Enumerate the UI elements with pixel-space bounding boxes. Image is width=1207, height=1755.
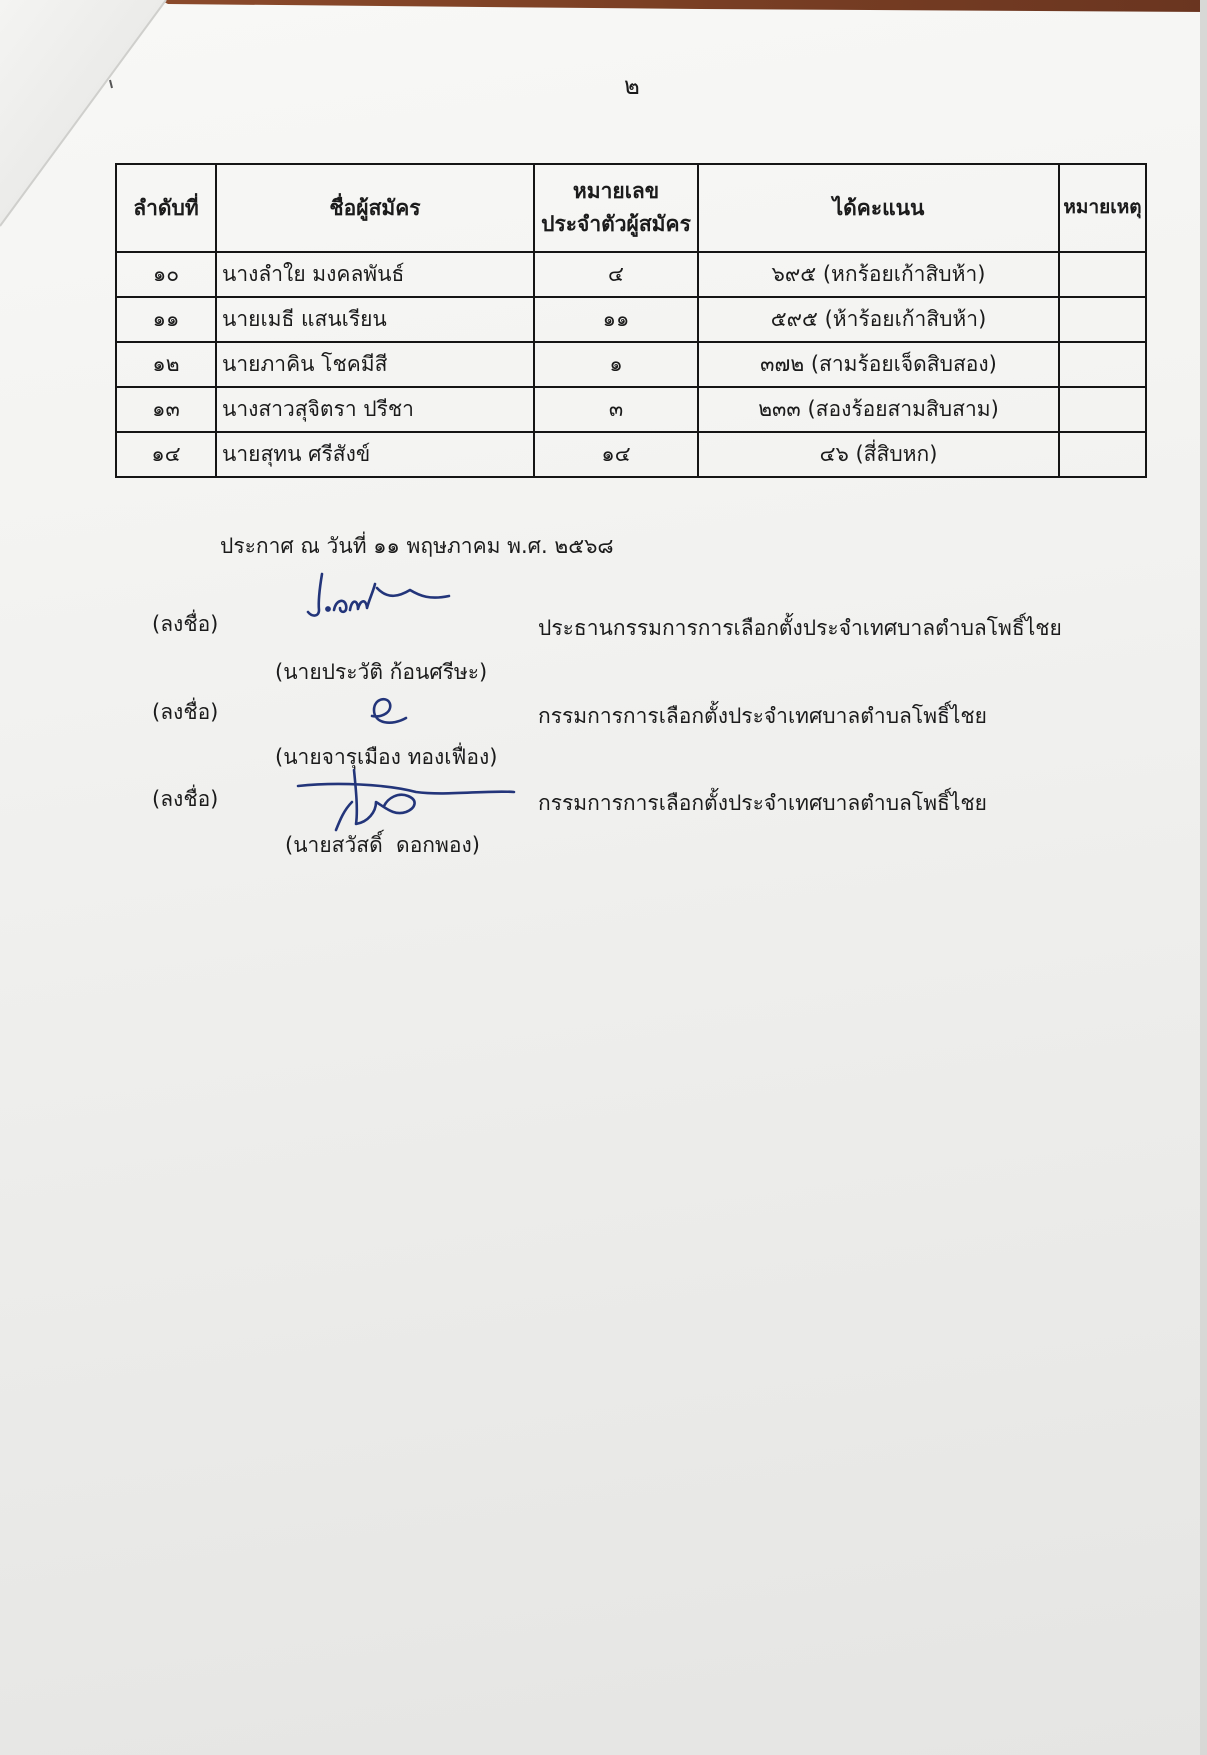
- signatory-name: (นายสวัสดิ์ ดอกพอง): [285, 833, 480, 857]
- cell-order: ๑๑: [116, 297, 216, 342]
- results-table: [115, 163, 1147, 478]
- cell-name: นายสุทน ศรีสังข์: [216, 432, 534, 477]
- sign-label: (ลงชื่อ): [152, 700, 219, 724]
- header-number-line1: หมายเลข: [572, 179, 660, 204]
- cell-name: นางลำใย มงคลพันธ์: [216, 252, 534, 297]
- signature-image: [300, 570, 452, 630]
- right-paper-edge: [1200, 0, 1207, 1755]
- cell-score: ๒๓๓ (สองร้อยสามสิบสาม): [698, 387, 1059, 432]
- page-number: ๒: [624, 72, 640, 100]
- cell-remark: [1059, 297, 1146, 342]
- header-score: ได้คะแนน: [698, 164, 1059, 252]
- cell-name: นางสาวสุจิตรา ปรีชา: [216, 387, 534, 432]
- cell-number: ๔: [534, 252, 698, 297]
- signature-image: [362, 694, 412, 732]
- desk-edge: [160, 0, 1207, 12]
- cell-order: ๑๔: [116, 432, 216, 477]
- cell-order: ๑๐: [116, 252, 216, 297]
- header-order: ลำดับที่: [116, 164, 216, 252]
- signatory-name: (นายประวัติ ก้อนศรีษะ): [275, 660, 488, 684]
- sign-label: (ลงชื่อ): [152, 612, 219, 636]
- header-remark: หมายเหตุ: [1059, 164, 1146, 252]
- table-row: [116, 297, 1146, 342]
- cell-name: นายเมธี แสนเรียน: [216, 297, 534, 342]
- signatory-position: กรรมการการเลือกตั้งประจำเทศบาลตำบลโพธิ์ไชย: [538, 791, 987, 815]
- header-candidate-number: [534, 164, 698, 252]
- table-row: [116, 342, 1146, 387]
- table-row: [116, 252, 1146, 297]
- header-number-line2: ประจำตัวผู้สมัคร: [541, 212, 691, 236]
- fold-mark: [110, 80, 112, 88]
- cell-remark: [1059, 342, 1146, 387]
- cell-number: ๓: [534, 387, 698, 432]
- table-row: [116, 387, 1146, 432]
- table-header: [116, 164, 1146, 252]
- signatory-position: ประธานกรรมการการเลือกตั้งประจำเทศบาลตำบลโพธิ์ไชย: [538, 616, 1062, 640]
- cell-number: ๑๑: [534, 297, 698, 342]
- cell-order: ๑๓: [116, 387, 216, 432]
- signatory-position: กรรมการการเลือกตั้งประจำเทศบาลตำบลโพธิ์ไชย: [538, 704, 987, 728]
- table-row: [116, 432, 1146, 477]
- cell-score: ๓๗๒ (สามร้อยเจ็ดสิบสอง): [698, 342, 1059, 387]
- signature-image: [296, 762, 518, 836]
- cell-score: ๖๙๕ (หกร้อยเก้าสิบห้า): [698, 252, 1059, 297]
- cell-name: นายภาคิน โชคมีสี: [216, 342, 534, 387]
- cell-remark: [1059, 252, 1146, 297]
- cell-order: ๑๒: [116, 342, 216, 387]
- cell-number: ๑๔: [534, 432, 698, 477]
- table-header-row: [116, 164, 1146, 252]
- table-body: [116, 252, 1146, 477]
- cell-remark: [1059, 432, 1146, 477]
- signatory-name: (นายจารุเมือง ทองเฟื่อง): [275, 745, 498, 769]
- sign-label: (ลงชื่อ): [152, 787, 219, 811]
- announcement-date: ประกาศ ณ วันที่ ๑๑ พฤษภาคม พ.ศ. ๒๕๖๘: [220, 534, 614, 558]
- cell-number: ๑: [534, 342, 698, 387]
- cell-score: ๔๖ (สี่สิบหก): [698, 432, 1059, 477]
- header-candidate-name: ชื่อผู้สมัคร: [216, 164, 534, 252]
- cell-remark: [1059, 387, 1146, 432]
- cell-score: ๕๙๕ (ห้าร้อยเก้าสิบห้า): [698, 297, 1059, 342]
